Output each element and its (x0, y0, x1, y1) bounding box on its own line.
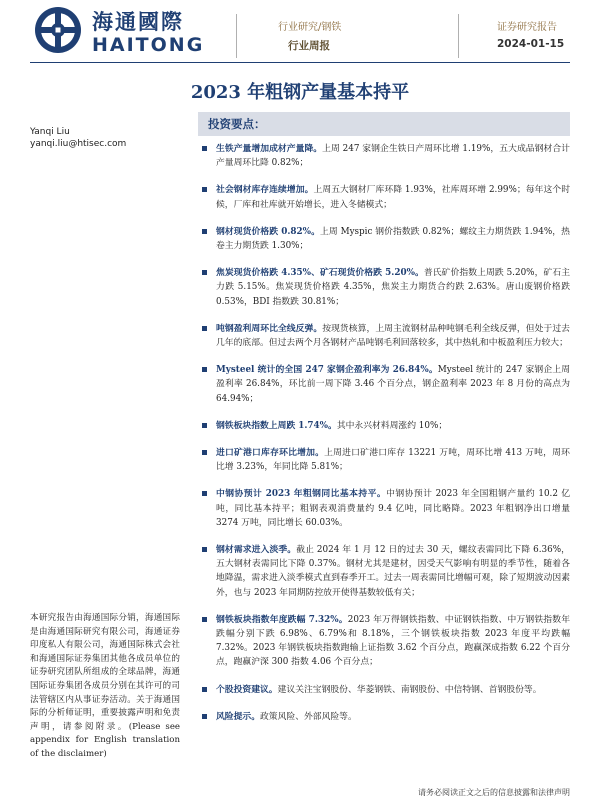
bullet-heading: 中钢协预计 2023 年粗钢同比基本持平。 (216, 489, 387, 500)
bullet-heading: 吨钢盈利周环比全线反弹。 (216, 323, 323, 334)
header-rule (30, 62, 570, 63)
square-bullet-icon (202, 423, 207, 428)
industry-label: 行业研究/钢铁 (278, 22, 342, 33)
brand-name-en: HAITONG (92, 34, 205, 56)
bullet-text: 政策风险、外部风险等。 (260, 711, 357, 722)
bullet-heading: 个股投资建议。 (216, 684, 278, 695)
bullet-text: 上周五大钢材厂库环降 1.93%，社库周环增 2.99%；每年这个时候，厂库和社库就开始增长，进入冬储模式； (216, 185, 570, 210)
list-item (198, 142, 570, 170)
report-title: 2023 年粗钢产量基本持平 (190, 82, 410, 103)
square-bullet-icon (202, 547, 207, 552)
square-bullet-icon (202, 687, 207, 692)
square-bullet-icon (202, 450, 207, 455)
square-bullet-icon (202, 187, 207, 192)
bullet-heading: 钢材现货价格跌 0.82%。 (216, 226, 320, 237)
bullet-text: Mysteel 统计的 247 家钢企上周盈利率 26.84%，环比前一周下降 3.46 个百分点，钢企盈利率 2023 年 8 月份的高点为 64.94%； (216, 365, 570, 404)
bullet-text: 其中永兴材料周涨约 10%； (336, 420, 448, 431)
list-item (198, 543, 570, 600)
square-bullet-icon (202, 491, 207, 496)
report-date: 2024-01-15 (497, 38, 565, 50)
bullet-text: 中钢协预计 2023 年全国粗钢产量约 10.2 亿吨，同比基本持平；粗钢表观消费量约 9.4 亿吨，同比略降。2023 年粗钢净出口增量 3274 万吨，同比增长 60.03%。 (216, 489, 570, 528)
square-bullet-icon (202, 617, 207, 622)
bullet-text: 截止 2024 年 1 月 12 日的过去 30 天，螺纹表需同比下降 6.36%，五大钢材表需同比下降 0.37%。钢材尤其是建材，因受天气影响有明显的季节性，随着各地降温，需求进入淡季模式直到春季开工。过去一周表需同比增幅可观，除了短期波动因素外，也与 2023 年同期防控放开使得基数较低有关； (216, 545, 570, 598)
list-item (198, 322, 570, 350)
bullet-text: 上周 Myspic 钢价指数跌 0.82%；螺纹主力期货跌 1.94%，热卷主力期货跌 1.30%； (216, 226, 570, 252)
bullet-heading: 焦炭现货价格跌 4.35%、矿石现货价格跌 5.20%。 (216, 268, 424, 279)
investment-highlights-list (198, 142, 570, 724)
bullet-heading: 钢铁板块指数年度跌幅 7.32%。 (216, 614, 348, 625)
list-item (198, 683, 570, 697)
bullet-heading: 钢铁板块指数上周跌 1.74%。 (216, 420, 337, 431)
bullet-heading: 社会钢材库存连续增加。 (216, 185, 314, 196)
header-divider (458, 14, 459, 58)
report-category-label: 证券研究报告 (497, 22, 557, 33)
bullet-text: 上周 247 家钢企生铁日产周环比增 1.19%，五大成品钢材合计产量周环比降 0.82%； (216, 144, 570, 169)
header-divider (236, 14, 237, 58)
list-item (198, 613, 570, 670)
list-item (198, 710, 570, 724)
square-bullet-icon (202, 367, 207, 372)
author-email[interactable]: yanqi.liu@htisec.com (30, 139, 127, 149)
haitong-logo-icon (34, 6, 82, 54)
bullet-text: 2023 年万得钢铁指数、中证钢铁指数、中万钢铁指数年跌幅分别下跌 6.98%、6.79%和 8.18%，三个钢铁板块指数 2023 年度平均跌幅 7.32%。2023 年钢铁板块指数跑输上证指数 3.62 个百分点，跑赢深成指数 6.22 个百分点，跑赢沪深 300 指数 4.06 个百分点； (216, 614, 570, 668)
list-item (198, 446, 570, 474)
bullet-heading: 钢材需求进入淡季。 (216, 545, 297, 556)
bullet-text: 上周进口矿港口库存 13221 万吨，周环比增 413 万吨，周环比增 3.23%，年同比降 5.81%； (216, 448, 570, 473)
list-item (198, 183, 570, 211)
main-content (198, 112, 570, 724)
section-title: 投资要点： (198, 112, 570, 136)
square-bullet-icon (202, 714, 207, 719)
square-bullet-icon (202, 270, 207, 275)
footer-note: 请务必阅读正文之后的信息披露和法律声明 (418, 788, 570, 797)
list-item (198, 419, 570, 433)
bullet-heading: 风险提示。 (216, 711, 260, 722)
square-bullet-icon (202, 229, 207, 234)
report-header (0, 0, 600, 72)
list-item (198, 363, 570, 406)
bullet-heading: 进口矿港口库存环比增加。 (216, 448, 325, 459)
square-bullet-icon (202, 146, 207, 151)
sidebar-disclaimer: 本研究报告由海通国际分销，海通国际是由海通国际研究有限公司，海通证券印度私人有限公司，海通国际株式会社和海通国际证券集团其他各成员单位的证券研究团队所组成的全球品牌，海通国际证券集团各成员分别在其许可的司法管辖区内从事证券活动。关于海通国际的分析师证明，重要披露声明和免责声明，请参阅附录。(Please see appendix for English translation of the disclaimer) (30, 613, 180, 759)
author-name: Yanqi Liu (30, 127, 70, 137)
bullet-text: 建议关注宝钢股份、华菱钢铁、南钢股份、中信特钢、首钢股份等。 (277, 684, 542, 695)
list-item (198, 266, 570, 309)
list-item (198, 487, 570, 530)
bullet-heading: 生铁产量增加成材产量降。 (216, 144, 323, 154)
list-item (198, 225, 570, 253)
bullet-heading: Mysteel 统计的全国 247 家钢企盈利率为 26.84%。 (216, 365, 438, 376)
author-block (30, 126, 126, 150)
brand-name-cn: 海通國際 (92, 10, 184, 34)
square-bullet-icon (202, 326, 207, 331)
bullet-text: 普氏矿价指数上周跌 5.20%，矿石主力跌 5.15%。焦炭现货价格跌 4.35%，焦炭主力期货合约跌 2.63%。唐山废钢价格跌 0.53%，BDI 指数跌 30.81%； (216, 268, 570, 307)
report-type-label: 行业周报 (288, 40, 330, 52)
bullet-text: 按现货核算，上周主流钢材品种吨钢毛利全线反弹，但处于过去几年的底部。但过去两个月各钢材产品吨钢毛利回落较多，其中热轧和中板盈利压力较大； (216, 323, 570, 349)
